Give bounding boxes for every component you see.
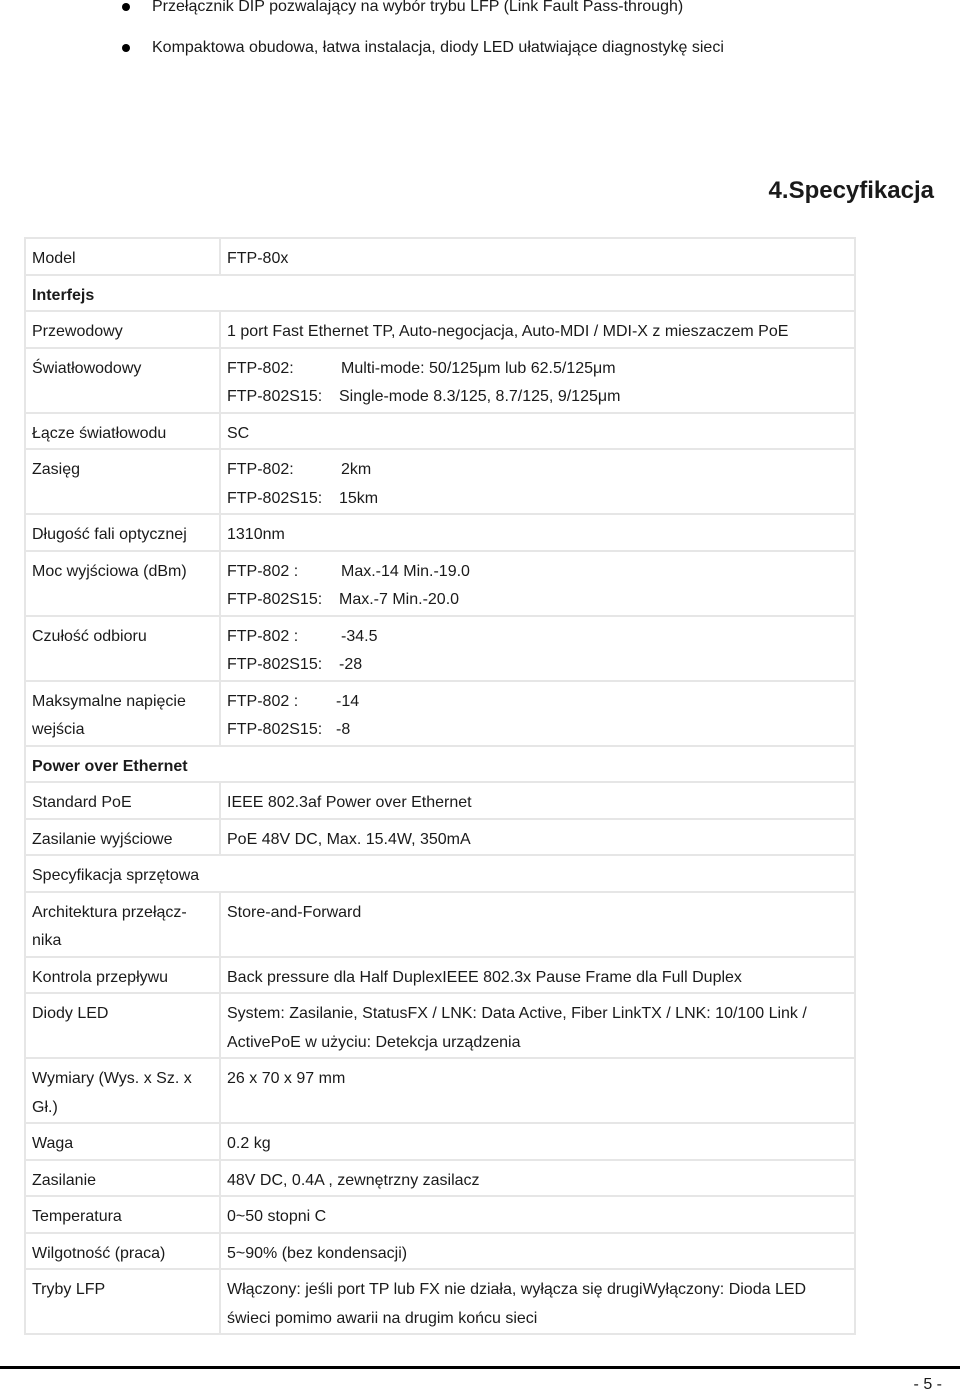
table-row [26, 820, 854, 857]
table-row [26, 1234, 854, 1271]
model-key: FTP-802 : [227, 627, 299, 645]
list-item [152, 0, 683, 17]
table-row [26, 239, 854, 276]
row-value: IEEE 802.3af Power over Ethernet [221, 783, 854, 820]
footer-rule [0, 1366, 960, 1369]
row-value: 0~50 stopni C [221, 1197, 854, 1234]
table-row [26, 617, 854, 682]
table-row [26, 856, 854, 893]
table-row [26, 994, 854, 1059]
table-row [26, 1161, 854, 1198]
row-value [221, 682, 854, 747]
model-value: -8 [336, 721, 351, 738]
table-row [26, 747, 854, 784]
model-value: Multi-mode: 50/125μm lub 62.5/125μm [341, 359, 616, 377]
table-row [26, 893, 854, 958]
table-row [26, 349, 854, 414]
row-value [221, 349, 854, 414]
model-key: FTP-802S15: [227, 656, 323, 673]
model-key: FTP-802S15: [227, 721, 323, 738]
row-label: Zasilanie [26, 1161, 221, 1198]
row-heading: Specyfikacja sprzętowa [26, 856, 854, 893]
row-label: Temperatura [26, 1197, 221, 1234]
page-number: - 5 - [913, 1376, 942, 1393]
row-value: Back pressure dla Half DuplexIEEE 802.3x Pause Frame dla Full Duplex [221, 958, 854, 995]
row-label: Tryby LFP [26, 1270, 221, 1333]
model-key: FTP-802 : [227, 692, 299, 710]
row-label: Model [26, 239, 221, 276]
model-key: FTP-802: [227, 461, 294, 478]
model-key: FTP-802 : [227, 562, 299, 580]
model-value: -34.5 [341, 627, 378, 645]
model-value: Max.-14 Min.-19.0 [341, 562, 470, 580]
model-key: FTP-802: [227, 359, 294, 377]
model-value: Single-mode 8.3/125, 8.7/125, 9/125μm [339, 388, 621, 405]
row-value: PoE 48V DC, Max. 15.4W, 350mA [221, 820, 854, 857]
row-value: 5~90% (bez kondensacji) [221, 1234, 854, 1271]
row-value [221, 552, 854, 617]
row-label: Długość fali optycznej [26, 515, 221, 552]
table-row [26, 1124, 854, 1161]
row-value: FTP-80x [221, 239, 854, 276]
bullet-dot-icon [122, 3, 130, 11]
table-row [26, 1270, 854, 1333]
table-row [26, 1197, 854, 1234]
row-label: Maksymalne napięcie wejścia [26, 682, 221, 747]
row-label: Waga [26, 1124, 221, 1161]
row-label: Łącze światłowodu [26, 414, 221, 451]
row-value: SC [221, 414, 854, 451]
bullet-dot-icon [122, 44, 130, 52]
row-value: 48V DC, 0.4A , zewnętrzny zasilacz [221, 1161, 854, 1198]
row-label: Standard PoE [26, 783, 221, 820]
row-label: Przewodowy [26, 312, 221, 349]
row-value [221, 617, 854, 682]
row-label: Architektura przełącz- nika [26, 893, 221, 958]
model-value: 2km [341, 461, 372, 478]
row-value: 0.2 kg [221, 1124, 854, 1161]
table-row [26, 515, 854, 552]
section-title: 4.Specyfikacja [768, 177, 934, 204]
table-row [26, 450, 854, 515]
table-row [26, 682, 854, 747]
model-value: -28 [339, 656, 363, 673]
row-value [221, 450, 854, 515]
row-value: 26 x 70 x 97 mm [221, 1059, 854, 1124]
spec-table [24, 237, 856, 1335]
row-label: Czułość odbioru [26, 617, 221, 682]
row-label: Wilgotność (praca) [26, 1234, 221, 1271]
table-row [26, 958, 854, 995]
row-value: Włączony: jeśli port TP lub FX nie działa, wyłącza się drugiWyłączony: Dioda LED świeci pomimo awarii na drugim końcu sieci [227, 1281, 807, 1327]
list-item-text: Przełącznik DIP pozwalający na wybór trybu LFP (Link Fault Pass-through) [152, 0, 684, 15]
row-label: Światłowodowy [26, 349, 221, 414]
row-value: System: Zasilanie, StatusFX / LNK: Data Active, Fiber LinkTX / LNK: 10/100 Link / ActivePoE w użyciu: Detekcja urządzenia [221, 994, 854, 1059]
table-row [26, 552, 854, 617]
list-item [152, 38, 724, 58]
model-value: -14 [336, 692, 360, 710]
row-label: Kontrola przepływu [26, 958, 221, 995]
list-item-text: Kompaktowa obudowa, łatwa instalacja, diody LED ułatwiające diagnostykę sieci [152, 39, 724, 56]
row-value: Store-and-Forward [221, 893, 854, 958]
model-value: Max.-7 Min.-20.0 [339, 591, 460, 608]
model-key: FTP-802S15: [227, 388, 323, 405]
table-row [26, 276, 854, 313]
model-key: FTP-802S15: [227, 591, 323, 608]
row-label: Zasięg [26, 450, 221, 515]
row-label: Diody LED [26, 994, 221, 1059]
row-heading: Power over Ethernet [26, 747, 854, 784]
row-value: 1310nm [221, 515, 854, 552]
row-label: Moc wyjściowa (dBm) [26, 552, 221, 617]
table-row [26, 414, 854, 451]
model-key: FTP-802S15: [227, 489, 323, 507]
table-row [26, 312, 854, 349]
table-row [26, 783, 854, 820]
model-value: 15km [339, 489, 379, 507]
row-heading: Interfejs [26, 276, 854, 313]
row-label: Zasilanie wyjściowe [26, 820, 221, 857]
row-label: Wymiary (Wys. x Sz. x Gł.) [26, 1059, 221, 1124]
row-value: 1 port Fast Ethernet TP, Auto-negocjacja, Auto-MDI / MDI-X z mieszaczem PoE [221, 312, 854, 349]
table-row [26, 1059, 854, 1124]
